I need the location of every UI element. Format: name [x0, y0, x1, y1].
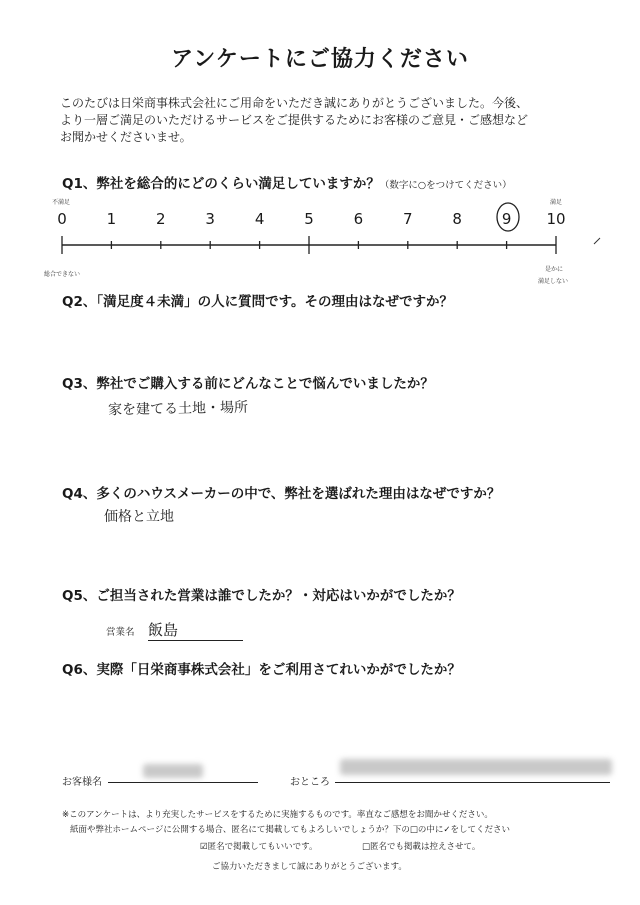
- scale-high-label-bottom-2: 満足しない: [538, 278, 569, 285]
- scale-high-label-bottom-1: 是かに: [545, 266, 564, 273]
- scale-number-0[interactable]: 0: [57, 210, 67, 228]
- intro-line-2: より一層ご満足のいただけるサービスをご提供するためにお客様のご意見・ご感想など: [60, 113, 529, 127]
- customer-name-field: [108, 782, 258, 783]
- scale-number-4[interactable]: 4: [254, 210, 265, 228]
- scale-number-9[interactable]: 9: [501, 210, 512, 228]
- question-2-text: Q2、「満足度４未満」の人に質問です。その理由はなぜですか？: [62, 294, 454, 310]
- scale-number-2[interactable]: 2: [156, 210, 166, 228]
- question-3-answer: 家を建てる土地・場所: [107, 399, 249, 419]
- question-5-text: Q5、ご担当された営業は誰でしたか？・対応はいかがでしたか？: [62, 588, 461, 604]
- address-label: おところ: [290, 777, 330, 788]
- sales-rep-label: 営業名: [106, 627, 135, 638]
- intro-line-3: お聞かせくださいませ。: [60, 130, 192, 144]
- customer-name-label: お客様名: [62, 777, 102, 788]
- question-1-note: （数字に○をつけてください）: [379, 180, 512, 191]
- question-1-text: Q1、弊社を総合的にどのくらい満足していますか？: [62, 176, 380, 192]
- scale-low-label-bottom: 総合できない: [44, 271, 81, 278]
- scale-high-label-top: 満足: [550, 199, 563, 206]
- footer-note-2: 紙面や弊社ホームページに公開する場合、匿名にて掲載してもよろしいでしょうか？下の□の中に✓をしてください: [70, 825, 510, 835]
- question-4-answer: 価格と立地: [104, 509, 174, 525]
- survey-title: アンケートにご協力ください: [171, 47, 469, 72]
- selected-circle: [497, 203, 519, 231]
- footer-note-1: ※このアンケートは、より充実したサービスをするために実施するものです。率直なご感想をお聞かせください。: [62, 810, 493, 820]
- question-3-text: Q3、弊社でご購入する前にどんなことで悩んでいましたか？: [62, 376, 434, 392]
- scale-low-label-top: 不満足: [52, 199, 71, 206]
- scale-number-8[interactable]: 8: [452, 210, 462, 228]
- anonymous-ok-option[interactable]: ☑匿名で掲載してもいいです。: [200, 842, 318, 852]
- scale-number-5[interactable]: 5: [304, 210, 314, 228]
- question-4-text: Q4、多くのハウスメーカーの中で、弊社を選ばれた理由はなぜですか？: [62, 486, 501, 502]
- scale-number-10[interactable]: 10: [546, 210, 566, 228]
- scale-number-1[interactable]: 1: [106, 210, 117, 228]
- stray-mark: [594, 238, 600, 244]
- question-6-text: Q6、実際「日栄商事株式会社」をご利用さてれいかがでしたか？: [62, 662, 461, 678]
- thanks-text: ご協力いただきまして誠にありがとうございます。: [212, 862, 407, 872]
- anonymous-decline-option[interactable]: □匿名でも掲載は控えさせて。: [362, 842, 481, 852]
- scale-number-7[interactable]: 7: [403, 210, 413, 228]
- intro-line-1: このたびは日栄商事株式会社にご用命をいただき誠にありがとうございました。今後、: [60, 96, 529, 110]
- scale-number-6[interactable]: 6: [353, 210, 364, 228]
- address-field: [335, 782, 610, 783]
- redacted-address: [340, 759, 612, 775]
- scale-number-3[interactable]: 3: [205, 210, 215, 228]
- redacted-customer-name: [143, 764, 203, 778]
- sales-rep-answer: 飯島: [148, 619, 243, 641]
